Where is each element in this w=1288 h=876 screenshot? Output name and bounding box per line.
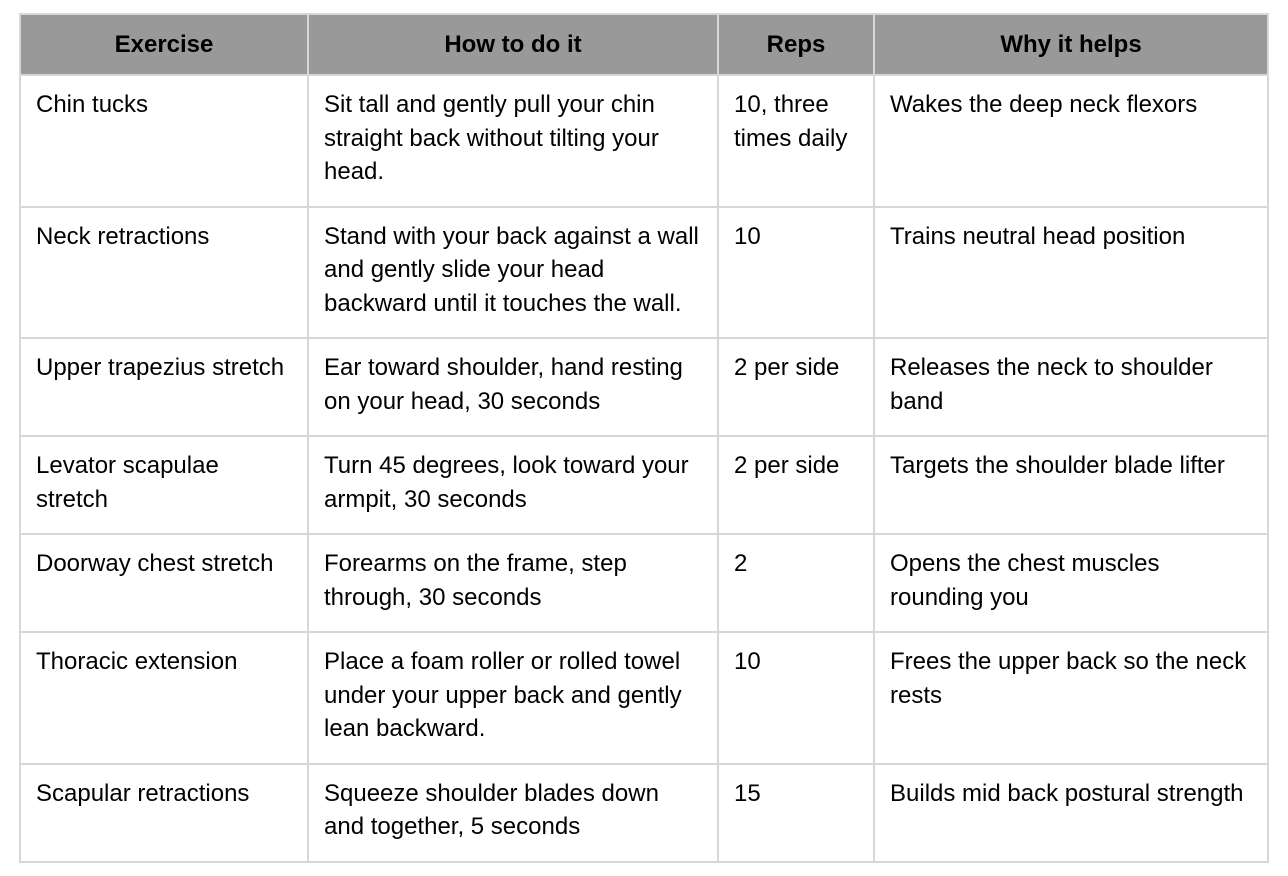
cell-how-to: Stand with your back against a wall and gently slide your head backward until it touches the wall. (308, 207, 718, 339)
cell-how-to: Ear toward shoulder, hand resting on your head, 30 seconds (308, 338, 718, 436)
cell-how-to: Place a foam roller or rolled towel under your upper back and gently lean backward. (308, 632, 718, 764)
cell-reps: 2 (718, 534, 874, 632)
cell-exercise: Thoracic extension (20, 632, 308, 764)
cell-how-to: Squeeze shoulder blades down and together, 5 seconds (308, 764, 718, 862)
cell-why: Wakes the deep neck flexors (874, 75, 1268, 207)
cell-reps: 10 (718, 632, 874, 764)
table-row (20, 764, 1268, 862)
cell-exercise: Upper trapezius stretch (20, 338, 308, 436)
cell-reps: 10, three times daily (718, 75, 874, 207)
cell-how-to: Sit tall and gently pull your chin straight back without tilting your head. (308, 75, 718, 207)
cell-exercise: Neck retractions (20, 207, 308, 339)
cell-reps: 15 (718, 764, 874, 862)
cell-reps: 2 per side (718, 338, 874, 436)
cell-exercise: Levator scapulae stretch (20, 436, 308, 534)
table-row (20, 338, 1268, 436)
header-how-to-do-it: How to do it (308, 14, 718, 75)
table-row (20, 632, 1268, 764)
cell-why: Trains neutral head position (874, 207, 1268, 339)
table-row (20, 207, 1268, 339)
cell-how-to: Turn 45 degrees, look toward your armpit, 30 seconds (308, 436, 718, 534)
cell-why: Opens the chest muscles rounding you (874, 534, 1268, 632)
cell-exercise: Chin tucks (20, 75, 308, 207)
cell-exercise: Scapular retractions (20, 764, 308, 862)
exercise-table (19, 13, 1269, 863)
cell-reps: 2 per side (718, 436, 874, 534)
table-row (20, 436, 1268, 534)
cell-how-to: Forearms on the frame, step through, 30 seconds (308, 534, 718, 632)
cell-why: Targets the shoulder blade lifter (874, 436, 1268, 534)
cell-exercise: Doorway chest stretch (20, 534, 308, 632)
header-reps: Reps (718, 14, 874, 75)
table-header-row (20, 14, 1268, 75)
header-exercise: Exercise (20, 14, 308, 75)
exercise-table-container (19, 13, 1269, 863)
table-row (20, 534, 1268, 632)
cell-why: Builds mid back postural strength (874, 764, 1268, 862)
cell-why: Releases the neck to shoulder band (874, 338, 1268, 436)
cell-why: Frees the upper back so the neck rests (874, 632, 1268, 764)
header-why-it-helps: Why it helps (874, 14, 1268, 75)
table-row (20, 75, 1268, 207)
cell-reps: 10 (718, 207, 874, 339)
